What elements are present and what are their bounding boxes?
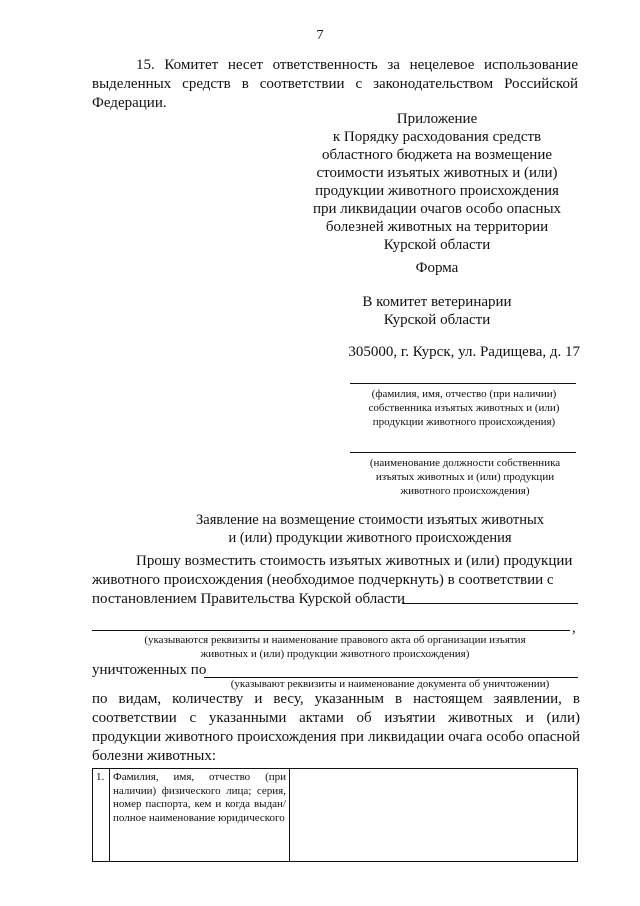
destruction-document-caption: (указывают реквизиты и наименование документа об уничтожении) [230, 678, 550, 690]
field-label: Фамилия, имя, отчество (при наличии) физического лица; серия, номер паспорта, кем и когда выдан/полное наименование юридического [110, 769, 290, 862]
owner-name-caption [350, 387, 578, 429]
caption-line: (наименование должности собственника [369, 457, 561, 469]
appendix-line: к Порядку расходования средств [332, 129, 542, 145]
owner-name-line[interactable] [350, 383, 576, 384]
legal-act-field[interactable] [92, 630, 570, 631]
continuation-paragraph: по видам, количеству и весу, указанным в настоящем заявлении, в соответствии с указанными актами об изъятии животных и (или) продукции животного происхождения при ликвидации очага особо опасной болезни животных: [92, 691, 580, 764]
legal-act-caption [100, 633, 570, 661]
heading-line: Заявление на возмещение стоимости изъятых животных [196, 512, 544, 528]
legal-act-comma: , [572, 620, 576, 636]
page-number: 7 [316, 28, 324, 43]
field-value-cell[interactable] [290, 769, 578, 862]
destroyed-label: уничтоженных по [92, 662, 207, 678]
appendix-line: стоимости изъятых животных и (или) [316, 165, 558, 181]
heading-line: и (или) продукции животного происхождения [228, 530, 512, 546]
form-label: Форма [415, 260, 459, 276]
appendix-line: областного бюджета на возмещение [321, 147, 553, 163]
caption-line: животных и (или) продукции животного происхождения) [200, 648, 470, 660]
caption-line: изъятых животных и (или) продукции [375, 471, 555, 483]
recipient-line: В комитет ветеринарии [362, 294, 512, 310]
appendix-line: при ликвидации очагов особо опасных [312, 201, 562, 217]
request-paragraph [92, 552, 580, 609]
request-line: животного происхождения (необходимое подчеркнуть) в соответствии с [92, 572, 554, 588]
request-line: Прошу возместить стоимость изъятых животных и (или) продукции [136, 553, 573, 569]
clause-15: 15. Комитет несет ответственность за нецелевое использование выделенных средств в соответствии с законодательством Российской Федерации. [92, 57, 578, 111]
caption-line: животного происхождения) [400, 485, 530, 497]
appendix-line: продукции животного происхождения [315, 183, 559, 199]
caption-line: продукции животного происхождения) [372, 416, 556, 428]
appendix-line: Курской области [383, 237, 491, 253]
government-decree-field[interactable] [402, 603, 578, 604]
appendix-block [296, 110, 578, 254]
caption-line: (указываются реквизиты и наименование правового акта об организации изъятия [144, 634, 526, 646]
application-heading [160, 511, 580, 547]
applicant-table [92, 768, 578, 862]
owner-position-caption [352, 456, 578, 498]
appendix-line: Приложение [396, 111, 478, 127]
request-line: постановлением Правительства Курской области [92, 591, 406, 607]
row-number: 1. [93, 769, 110, 862]
appendix-line: болезней животных на территории [325, 219, 549, 235]
recipient-address: 305000, г. Курск, ул. Радищева, д. 17 [348, 344, 580, 360]
caption-line: собственника изъятых животных и (или) [368, 402, 560, 414]
caption-line: (фамилия, имя, отчество (при наличии) [371, 388, 557, 400]
recipient-block [296, 293, 578, 329]
owner-position-line[interactable] [350, 452, 576, 453]
recipient-line: Курской области [383, 312, 491, 328]
table-row [93, 769, 578, 862]
